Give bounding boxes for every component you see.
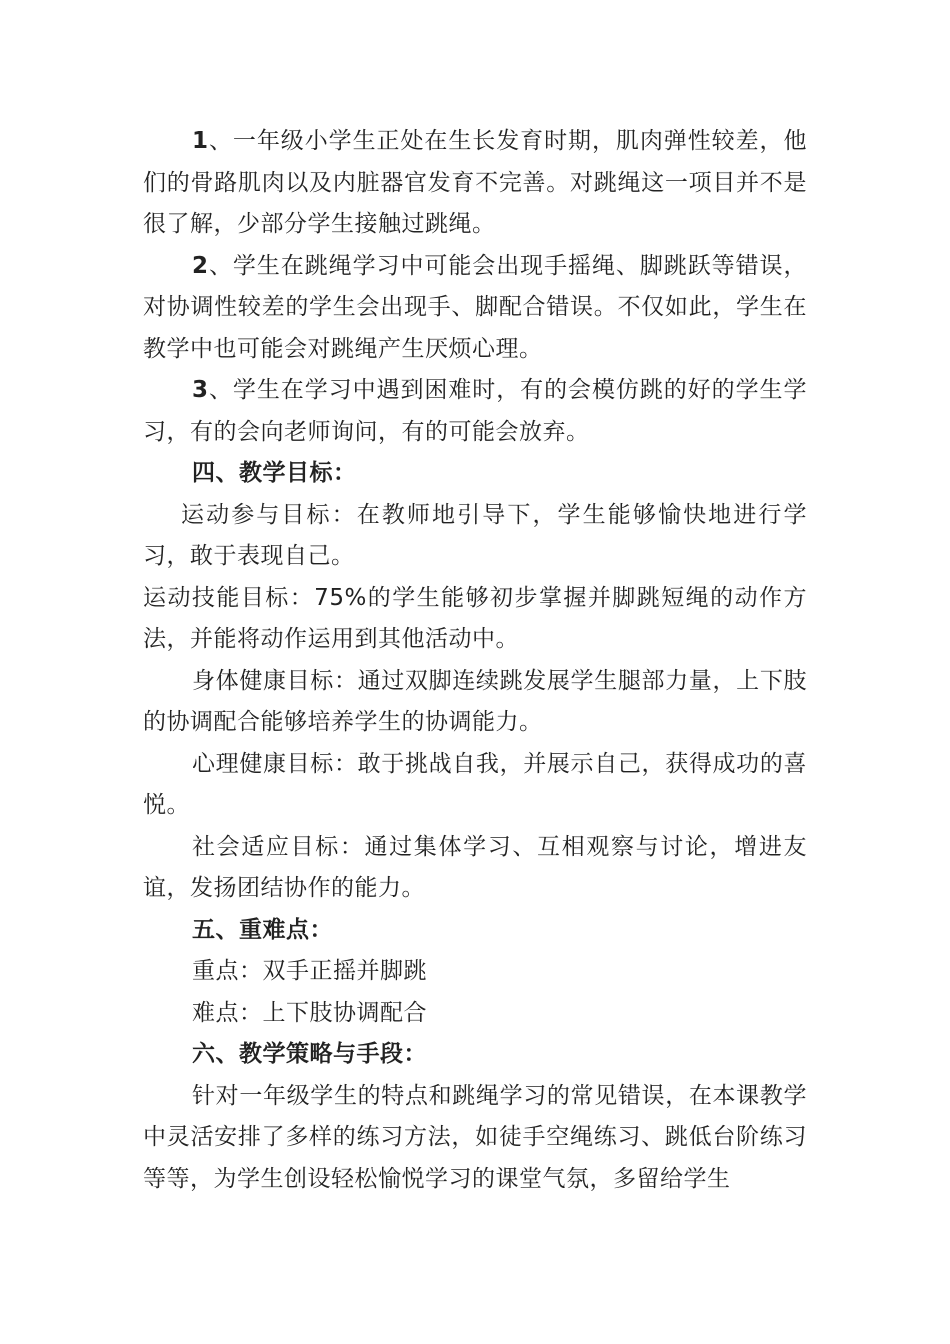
section-heading-key-points: 五、重难点：: [192, 916, 333, 943]
difficulty-point: 难点：上下肢协调配合: [192, 999, 427, 1026]
paragraph-text: 、学生在学习中遇到困难时，有的会模仿跳的好的学生学习，有的会向老师询问，有的可能会放弃。: [143, 377, 807, 445]
goal-skill: 运动技能目标：75%的学生能够初步掌握并脚跳短绳的动作方法，并能将动作运用到其他活动中。: [143, 584, 807, 652]
strategy-paragraph: 针对一年级学生的特点和跳绳学习的常见错误，在本课教学中灵活安排了多样的练习方法，如徒手空绳练习、跳低台阶练习等等，为学生创设轻松愉悦学习的课堂气氛，多留给学生: [143, 1082, 807, 1192]
section-heading-goals: 四、教学目标：: [192, 460, 357, 486]
key-point: 重点：双手正摇并脚跳: [192, 958, 427, 984]
paragraph-text: 、学生在跳绳学习中可能会出现手摇绳、脚跳跃等错误，对协调性较差的学生会出现手、脚配合错误。不仅如此，学生在教学中也可能会对跳绳产生厌烦心理。: [143, 252, 807, 362]
paragraph-number: 1: [192, 128, 209, 154]
section-heading-strategy: 六、教学策略与手段：: [192, 1041, 427, 1067]
goal-physical: 身体健康目标：通过双脚连续跳发展学生腿部力量，上下肢的协调配合能够培养学生的协调能力。: [143, 667, 807, 735]
paragraph-number: 2: [192, 252, 209, 279]
goal-social: 社会适应目标：通过集体学习、互相观察与讨论，增进友谊，发扬团结协作的能力。: [143, 833, 807, 901]
goal-mental: 心理健康目标：敢于挑战自我，并展示自己，获得成功的喜悦。: [143, 750, 807, 818]
paragraph-2: [143, 246, 807, 371]
document-body: [143, 121, 807, 1200]
paragraph-text: 、一年级小学生正处在生长发育时期，肌肉弹性较差，他们的骨路肌肉以及内脏器官发育不完善。对跳绳这一项目并不是很了解，少部分学生接触过跳绳。: [143, 128, 807, 237]
paragraph-1: [143, 121, 807, 246]
paragraph-number: 3: [192, 377, 209, 403]
paragraph-3: [143, 370, 807, 453]
goal-participation: 运动参与目标：在教师地引导下，学生能够愉快地进行学习，敢于表现自己。: [143, 501, 807, 569]
